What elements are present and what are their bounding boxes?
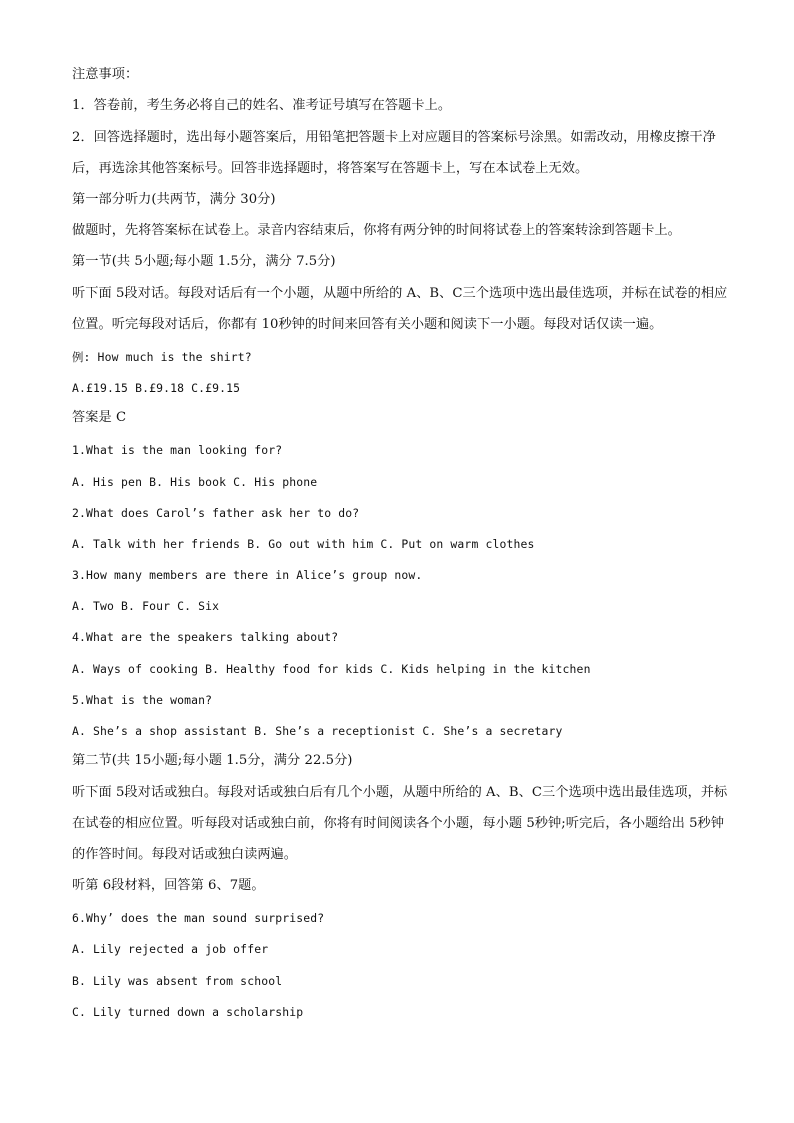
section1-instruction: 听下面 5段对话。每段对话后有一个小题，从题中所给的 A、B、C三个选项中选出最佳选项，并标在试卷的相应位置。听完每段对话后，你都有 10秒钟的时间来回答有关小题和阅读下一小题。每段对话仅读一遍。 <box>72 285 728 332</box>
question-6-option-b: B. Lily was absent from school <box>72 973 283 988</box>
question-2-options: A. Talk with her friends B. Go out with him C. Put on warm clothes <box>72 536 535 551</box>
part1-title: 第一部分听力(共两节，满分 30分) <box>72 191 276 207</box>
question-1-options: A. His pen B. His book C. His phone <box>72 474 318 489</box>
example-answer: 答案是 C <box>72 410 127 426</box>
question-4: 4.What are the speakers talking about? <box>72 630 339 645</box>
section2-title: 第二节(共 15小题;每小题 1.5分，满分 22.5分) <box>72 753 353 769</box>
example-question: 例: How much is the shirt? <box>72 349 252 364</box>
notice-title: 注意事项： <box>72 67 139 82</box>
exam-page <box>72 66 732 1033</box>
question-6-option-c: C. Lily turned down a scholarship <box>72 1004 304 1019</box>
part1-instruction: 做题时，先将答案标在试卷上。录音内容结束后，你将有两分钟的时间将试卷上的答案转涂到答题卡上。 <box>72 222 681 238</box>
question-3: 3.How many members are there in Alice’s group now. <box>72 568 423 583</box>
material-6-title: 听第 6段材料，回答第 6、7题。 <box>72 877 265 893</box>
question-3-options: A. Two B. Four C. Six <box>72 599 220 614</box>
question-4-options: A. Ways of cooking B. Healthy food for kids C. Kids helping in the kitchen <box>72 661 591 676</box>
question-5: 5.What is the woman? <box>72 692 213 707</box>
question-2: 2.What does Carol’s father ask her to do? <box>72 505 360 520</box>
section1-title: 第一节(共 5小题;每小题 1.5分，满分 7.5分) <box>72 254 336 270</box>
example-options: A.£19.15 B.£9.18 C.£9.15 <box>72 380 241 395</box>
question-6-option-a: A. Lily rejected a job offer <box>72 942 269 957</box>
notice-item-1: 1．答卷前，考生务必将自己的姓名、准考证号填写在答题卡上。 <box>72 98 452 114</box>
question-1: 1.What is the man looking for? <box>72 443 283 458</box>
notice-item-2: 2．回答选择题时，选出每小题答案后，用铅笔把答题卡上对应题目的答案标号涂黑。如需改动，用橡皮擦干净后，再选涂其他答案标号。回答非选择题时，将答案写在答题卡上，写在本试卷上无效。 <box>72 129 716 176</box>
question-5-options: A. She’s a shop assistant B. She’s a receptionist C. She’s a secretary <box>72 724 563 738</box>
question-6: 6.Why’ does the man sound surprised? <box>72 911 325 926</box>
section2-instruction: 听下面 5段对话或独白。每段对话或独白后有几个小题，从题中所给的 A、B、C三个选项中选出最佳选项，并标在试卷的相应位置。听每段对话或独白前，你将有时间阅读各个小题，每小题 5秒钟;听完后，各小题给出 5秒钟的作答时间。每段对话或独白读两遍。 <box>72 784 728 863</box>
